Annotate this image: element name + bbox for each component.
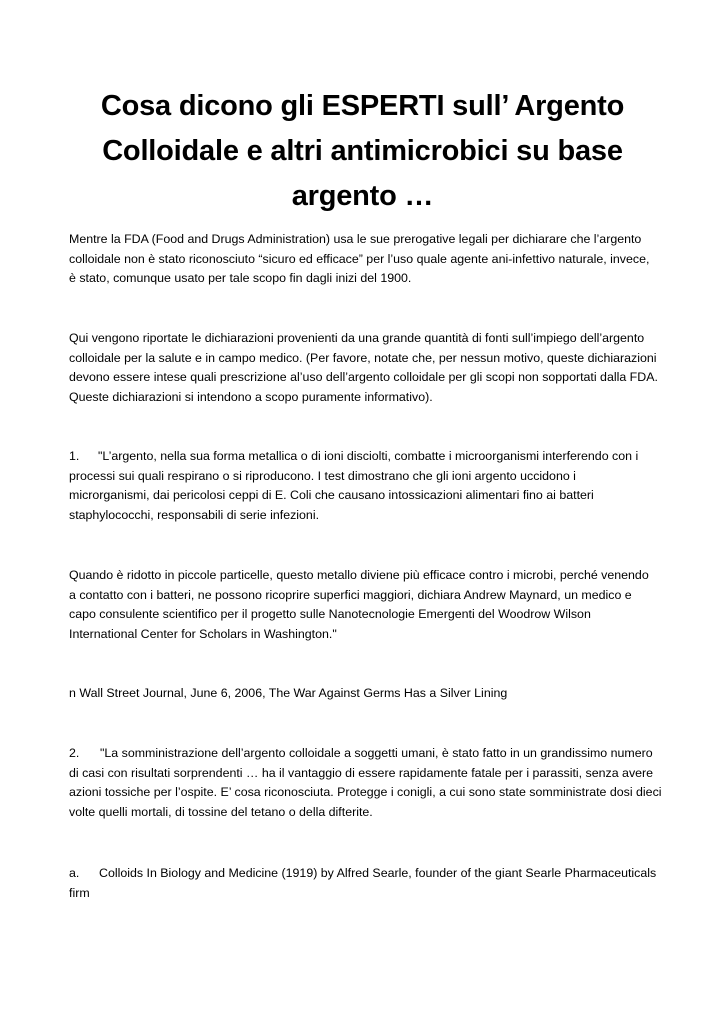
- quote-text: "L’argento, nella sua forma metallica o di ioni disciolti, combatte i microorganismi interferendo con i: [98, 449, 639, 463]
- text-line: è stato, comunque usato per tale scopo fin dagli inizi del 1900.: [69, 271, 412, 285]
- text-line: International Center for Scholars in Washington.": [69, 626, 337, 641]
- document-title: [70, 84, 655, 219]
- text-line: a contatto con i batteri, ne possono ricoprire superfici maggiori, dichiara Andrew Maynard, un medico e: [69, 587, 632, 602]
- title-line: argento …: [291, 180, 434, 212]
- text-line: processi sui quali respirano o si riproducono. I test dimostrano che gli ioni argento uccidono i: [69, 468, 576, 483]
- citation-text: n Wall Street Journal, June 6, 2006, The War Against Germs Has a Silver Lining: [69, 686, 508, 700]
- list-number: 1.: [69, 449, 80, 463]
- text-line: [69, 864, 659, 884]
- text-line: Queste dichiarazioni si intendono a scopo puramente informativo).: [69, 389, 433, 404]
- text-line: [69, 447, 659, 467]
- text-line: Quando è ridotto in piccole particelle, questo metallo diviene più efficace contro i microbi, perché venendo: [69, 568, 649, 582]
- list-letter: a.: [69, 866, 80, 880]
- text-line: Qui vengono riportate le dichiarazioni provenienti da una grande quantità di fonti sull’impiego dell’argento: [69, 331, 645, 345]
- source-1: [69, 684, 659, 704]
- text-line: colloidale non è stato riconosciuto “sicuro ed efficace” per l’uso quale agente ani-infettivo naturale, invece,: [69, 251, 650, 266]
- text-line: devono essere intese quali prescrizione al’uso dell’argento colloidale per gli scopi non sopportati dalla FDA.: [69, 370, 658, 384]
- quote-2-paragraph: [69, 744, 662, 822]
- text-line: firm: [69, 885, 90, 900]
- text-line: di casi con risultati sorprendenti … ha il vantaggio di essere rapidamente fatale per i parassiti, senza avere: [69, 765, 654, 780]
- text-line: volte quelli mortali, di tossine del tetano o della difterite.: [69, 804, 373, 819]
- text-line: microrganismi, dai pericolosi ceppi di E. Coli che causano intossicazioni alimentari fino ai batteri: [69, 488, 594, 502]
- list-number: 2.: [69, 746, 80, 760]
- intro-paragraph: [69, 230, 659, 289]
- title-line: Cosa dicono gli ESPERTI sull’ Argento: [100, 90, 625, 122]
- text-line: azioni tossiche per l’ospite. E’ cosa riconosciuta. Protegge i conigli, a cui sono state somministrate dosi dieci: [69, 785, 662, 799]
- text-line: Mentre la FDA (Food and Drugs Administration) usa le sue prerogative legali per dichiarare che l’argento: [69, 232, 642, 246]
- citation-text: Colloids In Biology and Medicine (1919) by Alfred Searle, founder of the giant Searle Pharmaceuticals: [99, 866, 657, 880]
- text-line: colloidale per la salute e in campo medico. (Per favore, notate che, per nessun motivo, queste dichiarazioni: [69, 350, 657, 365]
- quote-1-paragraph: [69, 447, 659, 525]
- disclaimer-paragraph: [69, 329, 659, 407]
- title-line: Colloidale e altri antimicrobici su base: [102, 135, 623, 167]
- source-2: [69, 864, 659, 903]
- text-line: capo consulente scientifico per il progetto sulle Nanotecnologie Emergenti del Woodrow Wilson: [69, 607, 591, 621]
- quote-1-continuation: [69, 566, 659, 644]
- quote-text: "La somministrazione dell’argento colloidale a soggetti umani, è stato fatto in un grandissimo numero: [100, 746, 653, 760]
- text-line: staphylococchi, responsabili di serie infezioni.: [69, 507, 320, 522]
- text-line: [69, 744, 659, 764]
